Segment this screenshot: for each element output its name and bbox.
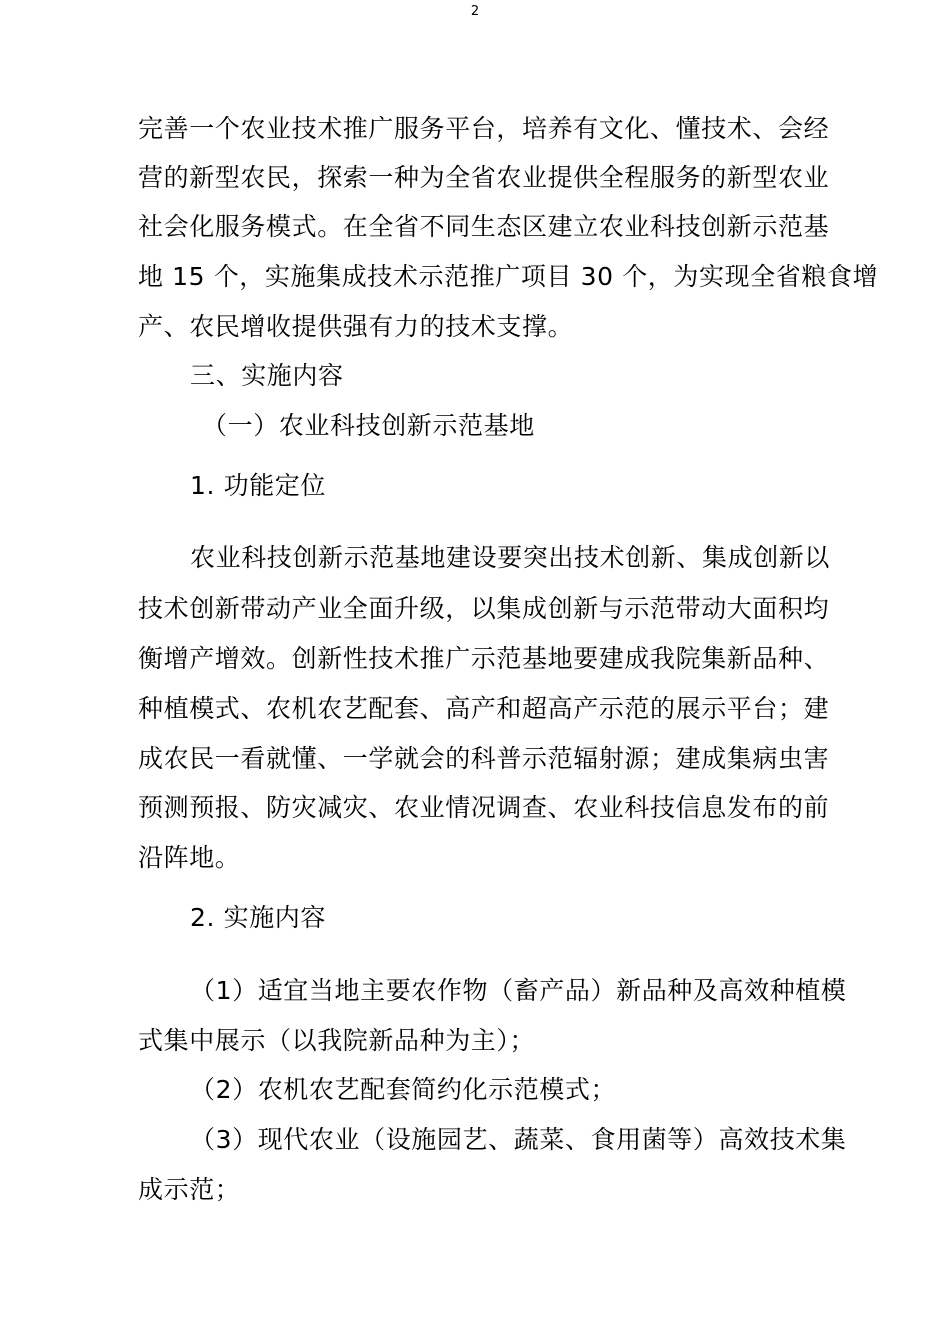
paragraph-line: 农业科技创新示范基地建设要突出技术创新、集成创新以 xyxy=(190,543,831,572)
paragraph-line: 营的新型农民，探索一种为全省农业提供全程服务的新型农业 xyxy=(138,163,830,192)
list-item-continuation: 成示范； xyxy=(138,1175,241,1204)
paragraph-line: 产、农民增收提供强有力的技术支撑。 xyxy=(138,312,574,341)
item-heading: 2. 实施内容 xyxy=(190,903,326,932)
paragraph-line: 完善一个农业技术推广服务平台，培养有文化、懂技术、会经 xyxy=(138,114,830,143)
paragraph-line: 沿阵地。 xyxy=(138,843,241,872)
page-number: 2 xyxy=(470,4,480,19)
section-heading: 三、实施内容 xyxy=(190,361,344,390)
subsection-heading: （一）农业科技创新示范基地 xyxy=(202,411,535,440)
paragraph-line: 预测预报、防灾减灾、农业情况调查、农业科技信息发布的前 xyxy=(138,793,830,822)
list-item: （3）现代农业（设施园艺、蔬菜、食用菌等）高效技术集 xyxy=(190,1125,847,1154)
list-item: （2）农机农艺配套简约化示范模式； xyxy=(190,1075,617,1104)
paragraph-line: 成农民一看就懂、一学就会的科普示范辐射源；建成集病虫害 xyxy=(138,744,830,773)
paragraph-line: 种植模式、农机农艺配套、高产和超高产示范的展示平台；建 xyxy=(138,694,830,723)
item-heading: 1. 功能定位 xyxy=(190,471,326,500)
list-item-continuation: 式集中展示（以我院新品种为主）； xyxy=(138,1026,536,1055)
paragraph-line: 衡增产增效。创新性技术推广示范基地要建成我院集新品种、 xyxy=(138,644,830,673)
paragraph-line: 地 15 个，实施集成技术示范推广项目 30 个，为实现全省粮食增 xyxy=(138,262,879,291)
list-item: （1）适宜当地主要农作物（畜产品）新品种及高效种植模 xyxy=(190,976,847,1005)
paragraph-line: 技术创新带动产业全面升级，以集成创新与示范带动大面积均 xyxy=(138,594,830,623)
paragraph-line: 社会化服务模式。在全省不同生态区建立农业科技创新示范基 xyxy=(138,212,830,241)
